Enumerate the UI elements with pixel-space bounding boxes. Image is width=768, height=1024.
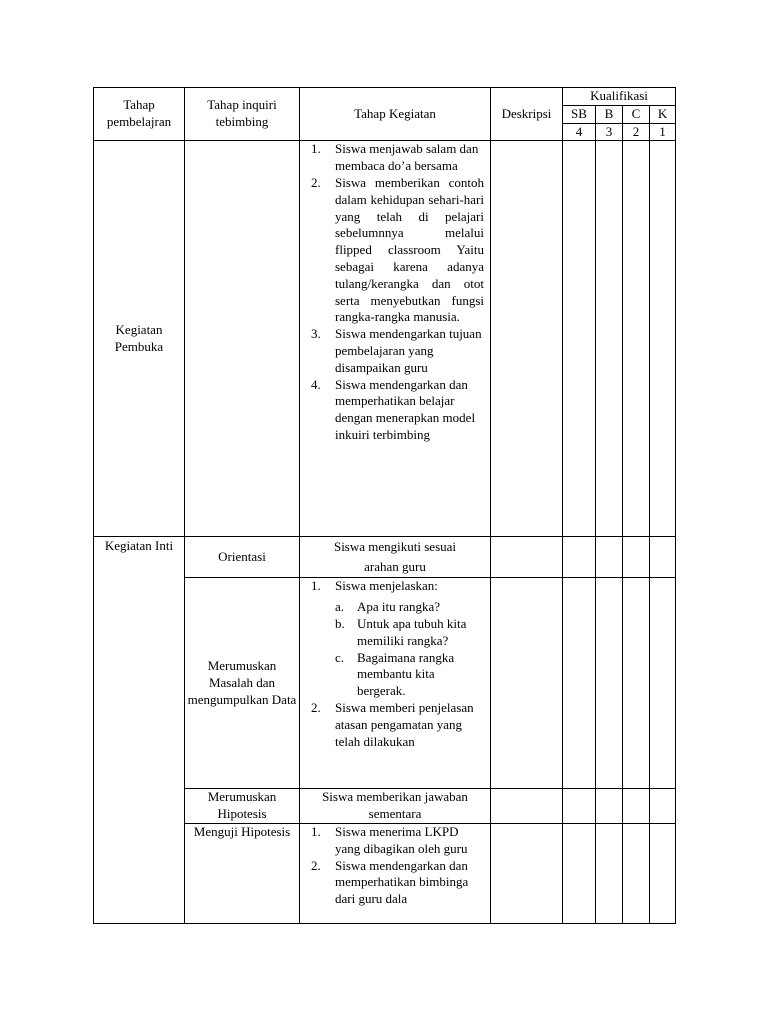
row-orientasi (94, 537, 676, 578)
score-cell (623, 789, 650, 824)
activity-list (300, 141, 490, 443)
phase-menguji-hipotesis: Menguji Hipotesis (185, 823, 300, 923)
header-tahap-inquiri: Tahap inquiri tebimbing (185, 88, 300, 141)
header-tahap-kegiatan: Tahap Kegiatan (300, 88, 491, 141)
deskripsi-cell (491, 141, 563, 537)
sub-list (335, 599, 484, 700)
score-cell (563, 578, 596, 789)
level-c: C (623, 105, 650, 123)
stage-kegiatan-pembuka: Kegiatan Pembuka (94, 141, 185, 537)
score-cell (623, 578, 650, 789)
phase-merumuskan-masalah: Merumuskan Masalah dan mengumpulkan Data (185, 578, 300, 789)
sub-list-item: b. Untuk apa tubuh kita memiliki rangka? (335, 615, 467, 648)
phase-orientasi: Orientasi (185, 537, 300, 578)
score-1: 1 (650, 123, 676, 141)
phase-merumuskan-hipotesis: Merumuskan Hipotesis (185, 789, 300, 824)
score-cell (596, 141, 623, 537)
score-cell (563, 789, 596, 824)
list-item: 1. Siswa menerima LKPD yang dibagikan oleh guru (311, 823, 468, 856)
score-cell (623, 823, 650, 923)
level-b: B (596, 105, 623, 123)
score-cell (650, 537, 676, 578)
list-item: 1. Siswa menjawab salam dan membaca do’a bersama (311, 141, 479, 174)
sub-list-item: c. Bagaimana rangka membantu kita bergerak. (335, 649, 455, 699)
score-cell (650, 578, 676, 789)
score-cell (563, 823, 596, 923)
activity-cell-pembuka (300, 141, 491, 537)
score-cell (563, 537, 596, 578)
list-item: 2. Siswa mendengarkan dan memperhatikan bimbinga dari guru dala (311, 857, 469, 907)
score-3: 3 (596, 123, 623, 141)
score-cell (623, 537, 650, 578)
list-item: 4. Siswa mendengarkan dan memperhatikan belajar dengan menerapkan model inkuiri terbimbing (311, 376, 476, 442)
score-cell (596, 537, 623, 578)
list-item: 2. Siswa memberi penjelasan atasan pengamatan yang telah dilakukan (311, 699, 474, 749)
score-cell (650, 789, 676, 824)
score-cell (596, 823, 623, 923)
level-k: K (650, 105, 676, 123)
list-item: 1. Siswa menjelaskan: a. Apa itu rangka? b. Untuk apa tubuh kita memiliki rangka? c. Bagaimana rangka membantu kita bergerak. (300, 578, 490, 700)
activity-list (300, 578, 490, 750)
score-cell (596, 578, 623, 789)
row-kegiatan-pembuka (94, 141, 676, 537)
score-cell (623, 141, 650, 537)
sub-list-item: a. Apa itu rangka? (335, 599, 441, 615)
activity-menguji-hipotesis (300, 823, 491, 923)
header-deskripsi: Deskripsi (491, 88, 563, 141)
empty-inquiri-cell (185, 141, 300, 537)
score-cell (650, 823, 676, 923)
observation-table (93, 87, 676, 924)
level-sb: SB (563, 105, 596, 123)
activity-merumuskan-hipotesis: Siswa memberikan jawaban sementara (300, 789, 491, 824)
deskripsi-cell (491, 823, 563, 923)
score-cell (563, 141, 596, 537)
activity-orientasi: Siswa mengikuti sesuai arahan guru (300, 537, 491, 578)
activity-list (300, 824, 490, 908)
score-4: 4 (563, 123, 596, 141)
deskripsi-cell (491, 537, 563, 578)
deskripsi-cell (491, 789, 563, 824)
deskripsi-cell (491, 578, 563, 789)
activity-merumuskan-masalah (300, 578, 491, 789)
header-tahap-pembelajaran: Tahap pembelajran (94, 88, 185, 141)
stage-kegiatan-inti: Kegiatan Inti (94, 537, 185, 924)
list-item: 2. Siswa memberikan contoh dalam kehidupan sehari-hari yang telah di pelajari sebelumnnya melalui flipped classroom Yaitu sebagai karena adanya tulang/kerangka dan otot serta menyebutkan fungsi rangka-rangka manusia. (311, 174, 484, 325)
score-2: 2 (623, 123, 650, 141)
score-cell (596, 789, 623, 824)
header-kualifikasi: Kualifikasi (563, 88, 676, 106)
list-item: 3. Siswa mendengarkan tujuan pembelajaran yang disampaikan guru (311, 326, 482, 375)
score-cell (650, 141, 676, 537)
